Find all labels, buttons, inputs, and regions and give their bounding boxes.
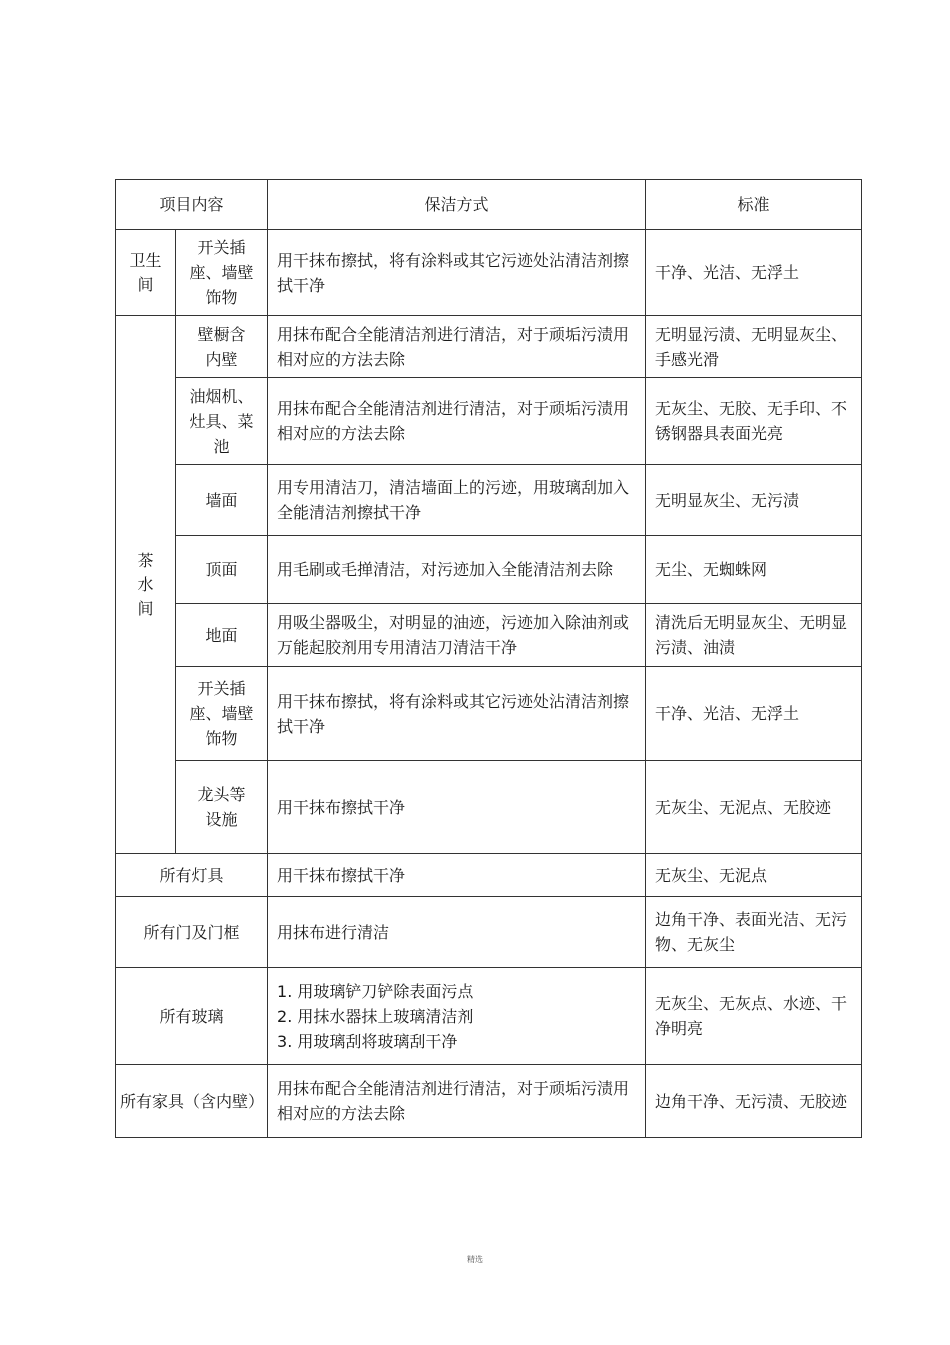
table-row: [116, 761, 862, 854]
standard-cell: 无尘、无蜘蛛网: [646, 536, 862, 604]
table-row: [116, 854, 862, 897]
item-cell: 油烟机、 灶具、菜 池: [176, 378, 268, 465]
header-cleaning-method: 保洁方式: [268, 180, 646, 230]
standard-cell: 无灰尘、无泥点、无胶迹: [646, 761, 862, 854]
item-cell: 所有玻璃: [116, 968, 268, 1065]
footer-note: 精选: [467, 1255, 483, 1264]
standard-cell: 无明显灰尘、无污渍: [646, 465, 862, 536]
table-header-row: [116, 180, 862, 230]
method-cell: 用干抹布擦拭干净: [268, 854, 646, 897]
item-cell: 所有门及门框: [116, 897, 268, 968]
method-cell: 用抹布配合全能清洁剂进行清洁，对于顽垢污渍用相对应的方法去除: [268, 316, 646, 378]
table-row: [116, 536, 862, 604]
method-cell: [268, 968, 646, 1065]
method-cell: 用抹布配合全能清洁剂进行清洁，对于顽垢污渍用相对应的方法去除: [268, 378, 646, 465]
standard-cell: 无灰尘、无胶、无手印、不锈钢器具表面光亮: [646, 378, 862, 465]
method-cell: 用抹布进行清洁: [268, 897, 646, 968]
item-cell: 顶面: [176, 536, 268, 604]
standard-cell: 边角干净、表面光洁、无污物、无灰尘: [646, 897, 862, 968]
list-item: 3. 用玻璃刮将玻璃刮干净: [277, 1031, 458, 1051]
table-row: [116, 465, 862, 536]
standard-cell: 无灰尘、无泥点: [646, 854, 862, 897]
method-cell: 用抹布配合全能清洁剂进行清洁，对于顽垢污渍用相对应的方法去除: [268, 1065, 646, 1138]
list-item: 2. 用抹水器抹上玻璃清洁剂: [277, 1006, 474, 1026]
item-cell: 墙面: [176, 465, 268, 536]
standard-cell: 干净、光洁、无浮土: [646, 230, 862, 316]
item-cell: 龙头等 设施: [176, 761, 268, 854]
table-row: [116, 604, 862, 667]
list-item: 1. 用玻璃铲刀铲除表面污点: [277, 981, 474, 1001]
item-cell: 开关插 座、墙壁 饰物: [176, 667, 268, 761]
item-cell: 所有家具（含内壁）: [116, 1065, 268, 1138]
standard-cell: 干净、光洁、无浮土: [646, 667, 862, 761]
table-row: [116, 316, 862, 378]
table-row: [116, 667, 862, 761]
item-cell: 地面: [176, 604, 268, 667]
method-cell: 用干抹布擦拭，将有涂料或其它污迹处沾清洁剂擦拭干净: [268, 667, 646, 761]
method-cell: 用专用清洁刀，清洁墙面上的污迹，用玻璃刮加入全能清洁剂擦拭干净: [268, 465, 646, 536]
header-standard: 标准: [646, 180, 862, 230]
method-cell: 用干抹布擦拭干净: [268, 761, 646, 854]
standard-cell: 边角干净、无污渍、无胶迹: [646, 1065, 862, 1138]
item-cell: 壁橱含 内壁: [176, 316, 268, 378]
standard-cell: 无灰尘、无灰点、水迹、干净明亮: [646, 968, 862, 1065]
item-cell: 开关插 座、墙壁 饰物: [176, 230, 268, 316]
cleaning-standards-table: [115, 179, 862, 1138]
table-row: [116, 378, 862, 465]
item-cell: 所有灯具: [116, 854, 268, 897]
area-bathroom: 卫生 间: [116, 230, 176, 316]
area-pantry: 茶 水 间: [116, 316, 176, 854]
method-cell: 用毛刷或毛掸清洁，对污迹加入全能清洁剂去除: [268, 536, 646, 604]
table-row: [116, 1065, 862, 1138]
table-row: [116, 230, 862, 316]
glass-cleaning-steps: [277, 979, 636, 1054]
method-cell: 用吸尘器吸尘，对明显的油迹，污迹加入除油剂或万能起胶剂用专用清洁刀清洁干净: [268, 604, 646, 667]
header-item-content: 项目内容: [116, 180, 268, 230]
standard-cell: 清洗后无明显灰尘、无明显污渍、油渍: [646, 604, 862, 667]
standard-cell: 无明显污渍、无明显灰尘、手感光滑: [646, 316, 862, 378]
table-row: [116, 897, 862, 968]
table-row: [116, 968, 862, 1065]
method-cell: 用干抹布擦拭，将有涂料或其它污迹处沾清洁剂擦拭干净: [268, 230, 646, 316]
